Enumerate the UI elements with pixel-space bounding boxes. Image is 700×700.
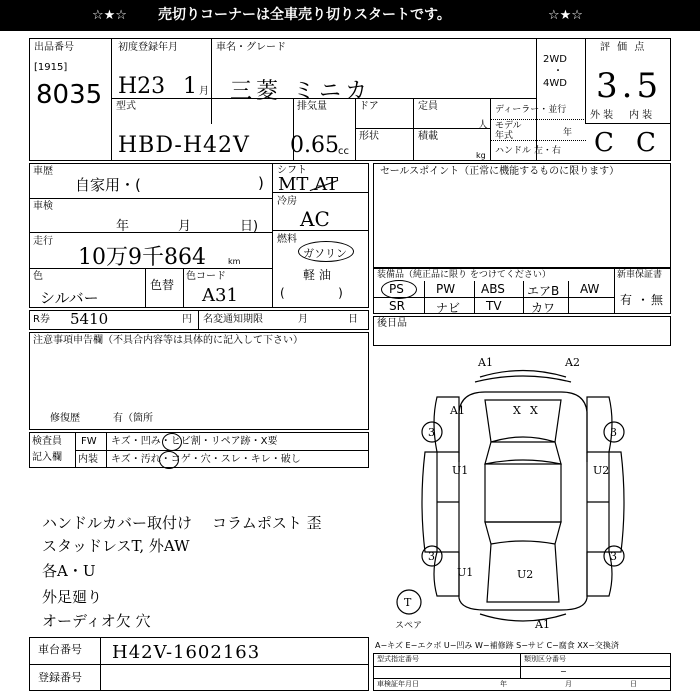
note-line-5: オーディオ欠 穴 [42,612,151,630]
equipment-item-leather: カワ [531,301,556,315]
reg-month: 1 [183,74,197,99]
recycle-value: 5410 [70,310,109,328]
later-box [373,316,671,346]
inspector-int-label: 内装 [78,454,98,465]
banner-stars-right: ☆★☆ [548,8,583,23]
reg-label: 初度登録年月 [118,42,178,53]
mark-right-u2: U2 [593,464,610,477]
sales-point-box [373,163,671,268]
mark-front-a1: A1 [478,356,493,369]
equipment-item-abs: ABS [481,282,505,296]
inspection-month: 月 [565,680,572,688]
mark-fl-a1: A1 [450,404,465,417]
aircon-label: 冷房 [277,196,297,207]
notes-label: 注意事項申告欄（不具合内容等は具体的に記入して下さい） [33,335,303,346]
inspection-year: 年 [500,680,507,688]
legend: A−キズ E−エクボ U−凹み W−補修跡 S−サビ C−腐食 XX−交換済 [375,641,619,650]
note-line-2: スタッドレスT, 外AW [42,537,190,555]
model-value: HBD-H42V [118,133,250,158]
fuel-circle [298,241,354,262]
later-label: 後日品 [377,318,407,329]
ext-label: 外 装 [590,110,614,121]
equipment-item-aw: AW [580,282,600,296]
inspector-label1: 検査員 [32,436,62,447]
banner-stars-left: ☆★☆ [92,8,127,23]
color-label: 色 [33,271,43,282]
notice-label: 名変通知期限 [203,314,263,325]
year-unit: 年 [563,128,573,138]
repair-label: 修復歴 [50,413,80,424]
shaken-month: 月 [178,219,192,234]
history-label: 車歴 [33,166,53,177]
fuel-paren: ( ) [280,286,343,300]
color-value: シルバー [40,289,99,307]
class-label: 類別区分番号 [524,655,566,663]
color-code-value: A31 [202,285,238,306]
mark-wheel-fr: 3 [610,426,617,439]
corner-note: コラムポスト 歪 [212,514,322,532]
mark-front-a2: A2 [565,356,580,369]
notes-box [29,332,369,430]
mileage-unit: km [228,257,241,266]
handle-label: ハンドル 左・右 [495,146,561,156]
disp-value: 0.65 [290,133,339,158]
equipment-label: 装備品（純正品に限り をつけてください） [377,270,551,280]
lot-sub: [1915] [34,62,68,73]
mileage-label: 走行 [33,236,53,247]
aircon-value: AC [300,207,330,231]
int-mark-circle [159,451,179,469]
load-unit: kg [476,151,486,160]
mark-spare-t: T [404,596,412,609]
mark-wheel-rr: 3 [610,550,617,563]
model-year-label1: モデル [495,121,522,131]
name-value: 三菱 ミニカ [230,79,371,104]
shift-label: シフト [277,165,307,176]
load-label: 積載 [418,131,438,142]
type-designation-label: 型式指定番号 [377,655,419,663]
inspector-fw-label: FW [81,436,97,447]
drive-dot: ・ [553,66,563,77]
fuel-diesel: 軽 油 [303,268,331,282]
note-line-1: ハンドルカバー取付け [42,514,193,532]
repair-value: 有（箇所 [113,413,153,424]
inspection-day: 日 [630,680,637,688]
score-label: 評 価 点 [600,42,647,53]
sales-point-label: セールスポイント（正常に機能するものに限ります） [380,166,620,177]
inspection-date-label: 車検証年月日 [377,680,419,688]
warranty-label: 新車保証書 [617,270,663,280]
shaken-year: 年 [116,219,130,234]
note-line-4: 外足廻り [42,588,103,606]
int-value: C [636,128,656,158]
lot-number: 8035 [36,80,103,110]
mark-hood-x2: X [530,404,538,417]
int-label: 内 装 [629,110,653,121]
model-year-label2: 年式 [495,131,514,141]
mileage-value: 10万9千864 [78,245,206,270]
capacity-label: 定員 [418,101,438,112]
model-label: 型式 [116,101,136,112]
spare-label: スペア [395,621,423,631]
score-value: 3.5 [596,66,663,106]
fuel-label: 燃料 [277,234,297,245]
name-label: 車名・グレード [216,42,286,53]
chassis-value: H42V-1602163 [112,642,261,663]
yen-unit: 円 [182,314,192,325]
drive-2wd: 2WD [543,54,567,65]
class-sep: − [560,667,567,676]
shaken-label: 車検 [33,201,53,212]
mark-hood-x1: X [513,404,521,417]
door-label: ドア [359,101,379,112]
equipment-item-navi: ナビ [436,301,461,315]
ps-circle [381,280,417,299]
equipment-item-ps: PS [389,282,404,296]
equipment-item-pw: PW [436,282,456,296]
capacity-unit: 人 [478,120,488,131]
mark-rl-u1: U1 [457,566,474,579]
chassis-label: 車台番号 [38,643,82,656]
shape-label: 形状 [359,131,379,142]
inspector-label2: 記入欄 [32,452,62,463]
color-change-label: 色替 [150,278,175,292]
equipment-item-airbag: エアB [527,284,560,298]
recycle-label: R券 [33,314,50,325]
mark-rear-u2: U2 [517,568,534,581]
warranty-yes: 有 [620,293,633,307]
equipment-item-sr: SR [389,299,405,313]
ext-value: C [594,128,614,158]
note-line-3: 各A・U [42,562,96,580]
mark-rear-a1: A1 [535,618,550,631]
reg-no-label: 登録番号 [38,671,82,684]
color-code-label: 色コード [186,271,226,282]
mark-wheel-rl: 3 [428,550,435,563]
warranty-no: 無 [651,293,664,307]
notice-month: 月 [298,314,308,325]
drive-4wd: 4WD [543,78,567,89]
banner-text: 売切りコーナーは全車売り切りスタートです。 [158,7,451,23]
disp-unit: cc [338,146,349,157]
history-paren: ) [258,174,264,192]
shift-value: MT AT [278,174,339,195]
reg-value: H23 [118,74,166,99]
shaken-day: 日) [240,219,259,234]
fw-mark-circle [162,433,182,451]
history-value: 自家用・( [75,176,141,194]
mark-wheel-fl: 3 [428,426,435,439]
dealer-label: ディーラー・並行 [495,105,567,115]
equipment-item-tv: TV [486,299,502,313]
disp-label: 排気量 [297,101,327,112]
inspector-fw-items: キズ・凹み・ヒビ割・リペア跡・X要 [111,436,278,447]
notice-day: 日 [348,314,358,325]
fuel-gasoline: ガソリン [303,247,347,260]
warranty-sep: ・ [637,293,650,307]
lot-label: 出品番号 [34,42,74,53]
banner [0,0,700,31]
month-unit: 月 [199,86,209,97]
car-diagram [375,352,671,634]
mark-left-u1: U1 [452,464,469,477]
inspector-int-items: キズ・汚れ・コゲ・穴・スレ・キレ・破し [111,454,301,465]
